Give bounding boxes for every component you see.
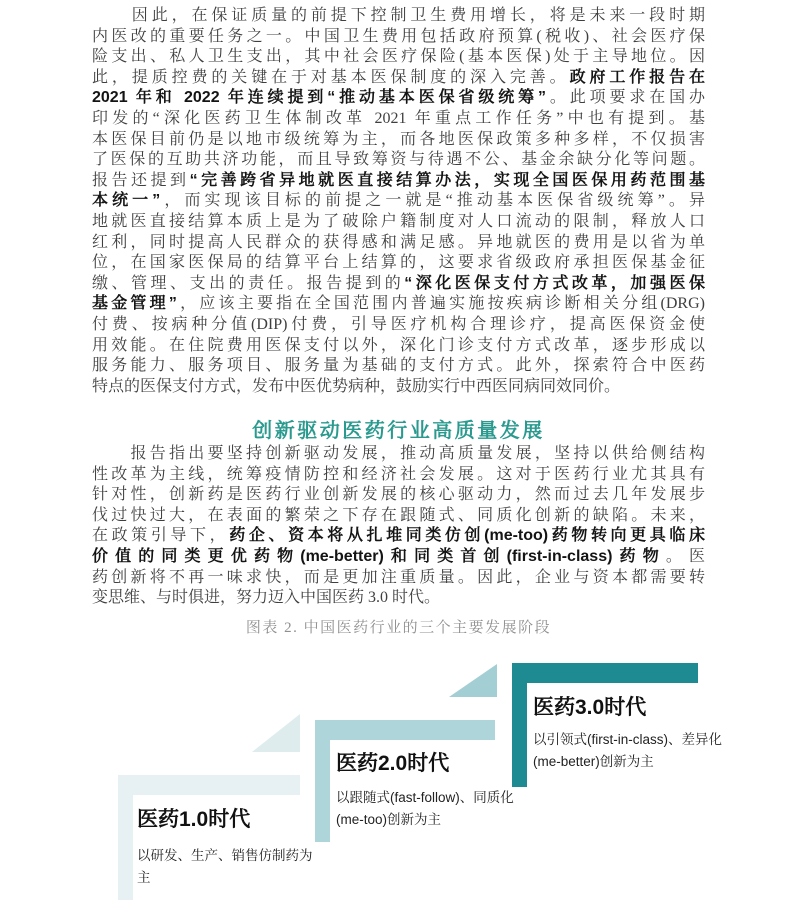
bold-text-segment: 本统一” bbox=[92, 192, 161, 210]
bold-text-segment: 药企、资本将从扎堆同类仿创(me-too)药物转向更具临床 bbox=[229, 527, 705, 545]
text-segment: 服务能力、服务项目、服务量为基础的支付方式。此外，探索符合中医药 bbox=[92, 357, 705, 375]
text-segment: 此，提质控费的关键在于对基本医保制度的深入完善。 bbox=[92, 68, 570, 86]
text-segment: ，应该主要指在全国范围内普遍实施按疾病诊断相关分组(DRG) bbox=[176, 295, 705, 313]
text-segment: 付费、按病种分值(DIP)付费，引导医疗机构合理诊疗，提高医保资金使 bbox=[92, 315, 705, 333]
bold-text-segment: 价值的同类更优药物(me-better)和同类首创(first-in-class)药物 bbox=[92, 547, 666, 565]
stage-3-step-triangle bbox=[449, 664, 497, 697]
stage-3-title: 医药3.0时代 bbox=[533, 696, 647, 719]
text-segment: 。此项要求在国办 bbox=[545, 89, 705, 107]
text-segment: 药创新将不再一味求快，而是更加注重质量。因此，企业与资本都需要转 bbox=[92, 568, 705, 586]
text-segment: 针对性，创新药是医药行业创新发展的核心驱动力，然而过去几年发展步 bbox=[92, 486, 705, 504]
text-segment: 。医 bbox=[665, 547, 705, 565]
stage-3-vertical-bar bbox=[512, 663, 527, 787]
text-segment: 内医改的重要任务之一。中国卫生费用包括政府预算(税收)、社会医疗保 bbox=[92, 27, 705, 45]
text-segment: 特点的医保支付方式，发布中医优势病种，鼓励实行中西医同病同效同价。 bbox=[92, 377, 621, 395]
text-segment: 险支出、私人卫生支出，其中社会医疗保险(基本医保)处于主导地位。因 bbox=[92, 48, 705, 66]
text-segment: 了医保的互助共济功能，而且导致筹资与待遇不公、基金余缺分化等问题。 bbox=[92, 151, 705, 169]
stage-1-horizontal-bar bbox=[118, 775, 300, 795]
text-segment: 变思维、与时俱进，努力迈入中国医药 3.0 时代。 bbox=[92, 589, 441, 607]
text-segment: 位，在国家医保局的结算平台上结算的，这要求省级政府承担医保基金征 bbox=[92, 254, 705, 272]
bold-text-segment: “深化医保支付方式改革，加强医保 bbox=[404, 274, 705, 292]
text-segment: 性改革为主线，统筹疫情防控和经济社会发展。这对于医药行业尤其具有 bbox=[92, 465, 705, 483]
bold-text-segment: 基金管理” bbox=[92, 295, 177, 313]
bold-text-segment: 政府工作报告在 bbox=[569, 68, 705, 86]
bold-text-segment: “完善跨省异地就医直接结算办法，实现全国医保用药范围基 bbox=[189, 171, 705, 189]
text-segment: ，而实现该目标的前提之一就是“推动基本医保省级统筹”。异 bbox=[160, 192, 705, 210]
text-segment: 地就医直接结算本质上是为了破除户籍制度对人口流动的限制，释放人口 bbox=[92, 212, 705, 230]
section-heading: 创新驱动医药行业高质量发展 bbox=[252, 420, 545, 442]
text-segment: 伐过快过大，在表面的繁荣之下存在跟随式、同质化创新的缺陷。未来， bbox=[92, 506, 705, 524]
stage-2-vertical-bar bbox=[315, 720, 330, 842]
text-segment: 报告指出要坚持创新驱动发展，推动高质量发展，坚持以供给侧结构 bbox=[92, 445, 705, 462]
text-segment: 印发的“深化医药卫生体制改革 2021 年重点工作任务”中也有提到。基 bbox=[92, 109, 705, 127]
text-segment: 本医保目前仍是以地市级统筹为主，而各地医保政策多种多样，不仅损害 bbox=[92, 130, 705, 148]
text-segment: 因此，在保证质量的前提下控制卫生费用增长，将是未来一段时期 bbox=[92, 7, 705, 24]
stage-1-description: 以研发、生产、销售仿制药为主 bbox=[137, 848, 313, 885]
text-segment: 报告还提到 bbox=[92, 171, 190, 189]
figure-caption: 图表 2. 中国医药行业的三个主要发展阶段 bbox=[245, 620, 552, 636]
text-segment: 在政策引导下， bbox=[92, 527, 230, 545]
text-segment: 用效能。在住院费用医保支付以外，深化门诊支付方式改革，逐步形成以 bbox=[92, 336, 705, 354]
stage-3-description: 以引领式(first-in-class)、差异化(me-better)创新为主 bbox=[533, 732, 722, 769]
stage-2-horizontal-bar bbox=[315, 720, 495, 740]
stage-1-title: 医药1.0时代 bbox=[137, 808, 251, 831]
stage-3-horizontal-bar bbox=[512, 663, 698, 683]
stage-2-step-triangle bbox=[252, 714, 300, 752]
bold-text-segment: 2021 年和 2022 年连续提到“推动基本医保省级统筹” bbox=[92, 89, 546, 107]
text-segment: 缴、管理、支出的责任。报告提到的 bbox=[92, 274, 405, 292]
stage-1-vertical-bar bbox=[118, 775, 133, 900]
text-segment: 红利，同时提高人民群众的获得感和满足感。异地就医的费用是以省为单 bbox=[92, 233, 705, 251]
stage-2-title: 医药2.0时代 bbox=[336, 752, 450, 775]
stage-2-description: 以跟随式(fast-follow)、同质化(me-too)创新为主 bbox=[336, 790, 514, 827]
